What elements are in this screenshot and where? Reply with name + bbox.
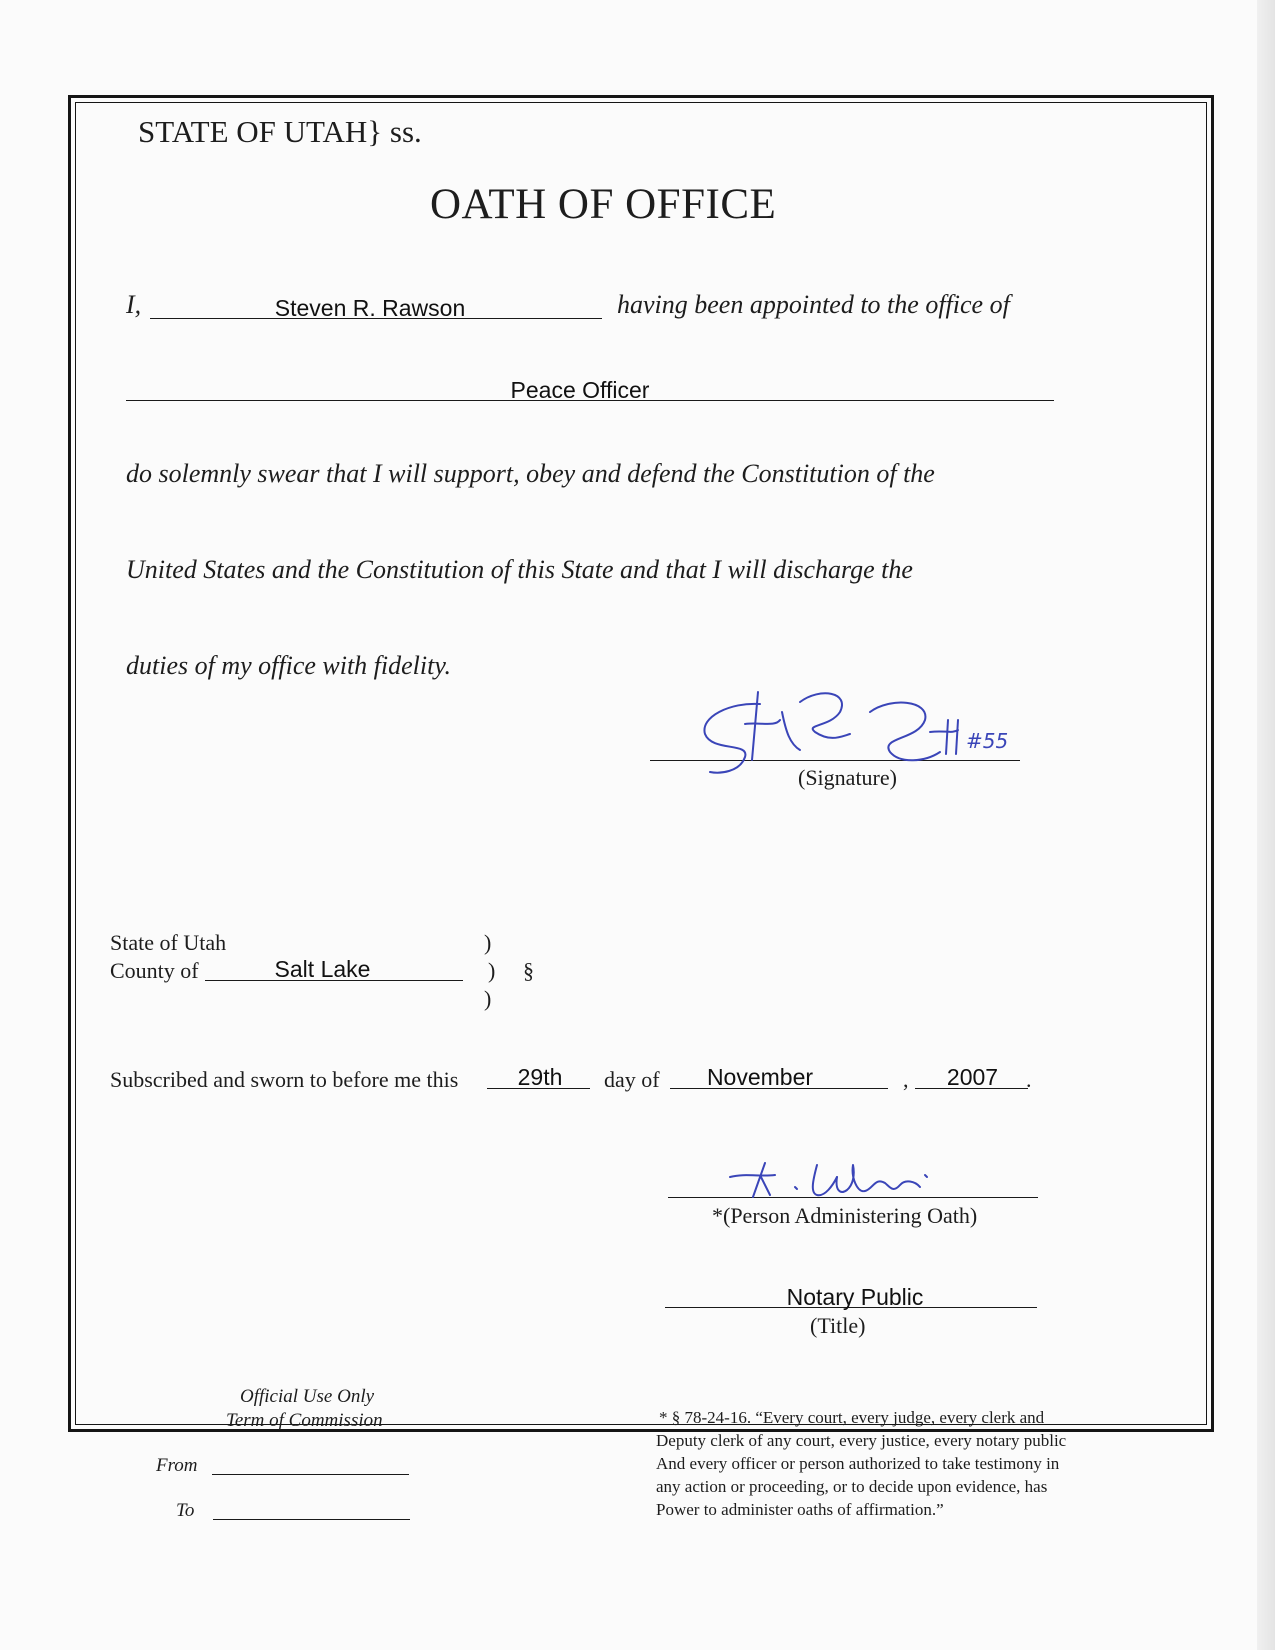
to-label: To bbox=[176, 1500, 195, 1521]
administrator-signature bbox=[725, 1155, 945, 1205]
month-field[interactable]: November bbox=[706, 1064, 814, 1090]
title-caption: (Title) bbox=[810, 1313, 866, 1338]
footnote-line-1: * § 78-24-16. “Every court, every judge, every clerk and bbox=[659, 1408, 1045, 1427]
footnote-line-4: any action or proceeding, or to decide upon evidence, has bbox=[656, 1477, 1048, 1496]
to-line[interactable] bbox=[213, 1519, 410, 1520]
venue-county-label: County of bbox=[110, 958, 199, 983]
footnote-line-3: And every officer or person authorized to take testimony in bbox=[656, 1454, 1060, 1473]
venue-paren-3: ) bbox=[484, 986, 492, 1011]
signature-note: #55 bbox=[966, 729, 1009, 753]
county-field[interactable]: Salt Lake bbox=[274, 956, 371, 982]
venue-paren-1: ) bbox=[484, 930, 492, 955]
oath-line-1: do solemnly swear that I will support, obey and defend the Constitution of the bbox=[126, 459, 935, 488]
footnote-line-2: Deputy clerk of any court, every justice, every notary public bbox=[656, 1431, 1067, 1450]
state-header: STATE OF UTAH} ss. bbox=[138, 114, 422, 149]
sworn-period: . bbox=[1026, 1067, 1032, 1092]
appointed-text: having been appointed to the office of bbox=[617, 290, 1010, 319]
official-use-heading: Official Use Only bbox=[240, 1386, 375, 1407]
term-of-commission-heading: Term of Commission bbox=[226, 1410, 383, 1431]
title-field[interactable]: Notary Public bbox=[786, 1284, 924, 1310]
venue-state-label: State of Utah bbox=[110, 930, 227, 955]
oath-line-2: United States and the Constitution of this State and that I will discharge the bbox=[126, 555, 913, 584]
signature-caption: (Signature) bbox=[798, 765, 897, 790]
office-field[interactable]: Peace Officer bbox=[510, 377, 650, 403]
sworn-text: Subscribed and sworn to before me this bbox=[110, 1067, 459, 1092]
sworn-comma: , bbox=[903, 1067, 909, 1092]
venue-paren-2: ) bbox=[488, 958, 496, 983]
from-label: From bbox=[156, 1455, 198, 1476]
name-field[interactable]: Steven R. Rawson bbox=[274, 295, 466, 321]
oath-line-3: duties of my office with fidelity. bbox=[126, 651, 451, 680]
oath-prefix: I, bbox=[126, 290, 142, 319]
page-edge bbox=[1257, 0, 1275, 1650]
section-symbol: § bbox=[523, 958, 534, 983]
administrator-caption: *(Person Administering Oath) bbox=[712, 1203, 978, 1228]
day-field[interactable]: 29th bbox=[517, 1064, 563, 1090]
document-title: OATH OF OFFICE bbox=[430, 181, 777, 228]
day-of-text: day of bbox=[604, 1067, 660, 1092]
footnote-line-5: Power to administer oaths of affirmation.” bbox=[656, 1500, 944, 1519]
year-field[interactable]: 2007 bbox=[946, 1064, 999, 1090]
from-line[interactable] bbox=[212, 1474, 409, 1475]
